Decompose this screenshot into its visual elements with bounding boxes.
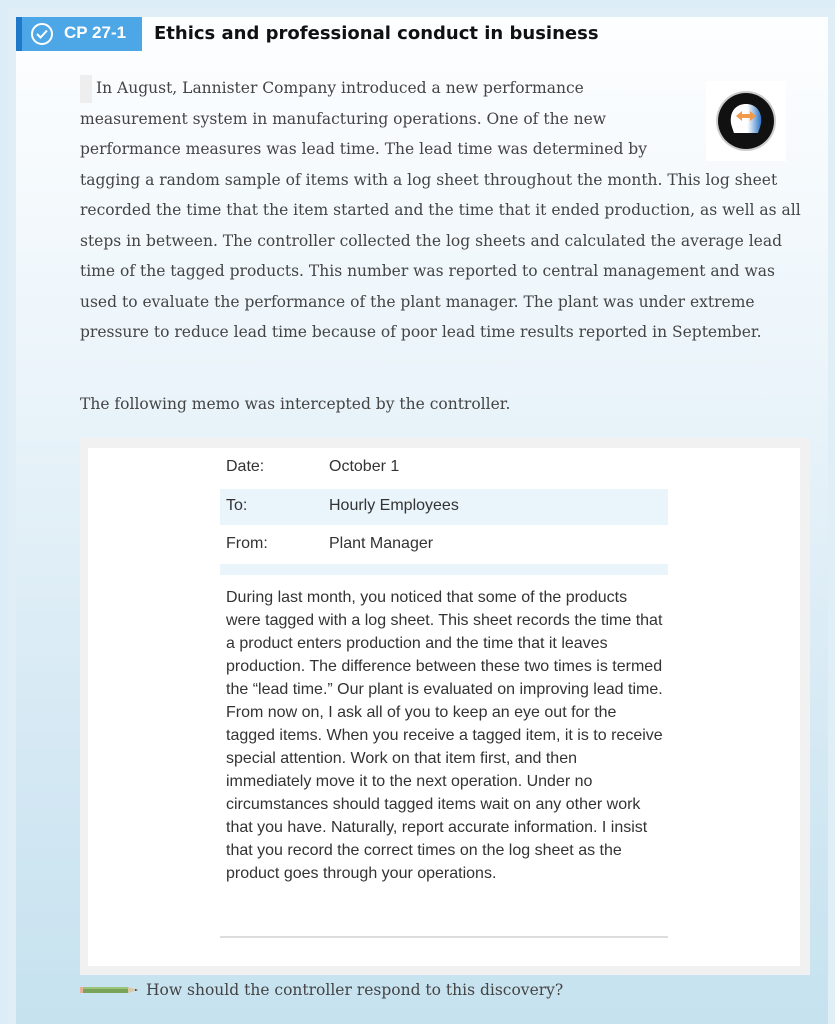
- problem-title: Ethics and professional conduct in business: [154, 23, 599, 44]
- memo-label: To:: [226, 497, 248, 514]
- memo-label: Date:: [226, 458, 265, 475]
- memo-body: During last month, you noticed that some of the products were tagged with a log sheet. This sheet records the time that a product enters production and the time that it leaves production. The difference between these two times is termed the “lead time.” Our plant is evaluated on improving lead time. From now on, I ask all of you to keep an eye out for the tagged items. When you receive a tagged item, it is to receive special attention. Work on that item first, and then immediately move it to the next operation. Under no circumstances should tagged items wait on any other work that you have. Naturally, report accurate information. I insist that you record the correct times on the log sheet as the product goes through your operations.: [226, 589, 663, 882]
- intro-text: [80, 73, 812, 348]
- memo-label: From:: [226, 535, 268, 552]
- problem-code: CP 27-1: [64, 23, 127, 42]
- memo-row-date: [220, 450, 668, 484]
- memo-bottom-rule: [220, 936, 668, 938]
- check-circle-icon: [30, 22, 54, 46]
- memo-content: [88, 448, 800, 966]
- indent-marker: [80, 75, 92, 103]
- question: [80, 981, 563, 999]
- problem-badge: [16, 17, 142, 51]
- memo-prompt: The following memo was intercepted by the controller.: [80, 395, 511, 413]
- memo-value: Plant Manager: [329, 535, 434, 552]
- memo-box: [80, 438, 810, 975]
- badge-marker: [16, 17, 22, 51]
- memo-value: October 1: [329, 458, 400, 475]
- problem-panel: [16, 17, 828, 1024]
- ethics-icon: [706, 81, 786, 161]
- memo-row-from: [220, 527, 668, 561]
- question-text: How should the controller respond to this discovery?: [146, 981, 564, 999]
- intro-paragraph: In August, Lannister Company introduced a new performance measurement system in manufacturing operations. One of the new performance measures was lead time. The lead time was determined by tagging a random sample of items with a log sheet throughout the month. This log sheet recorded the time that the item started and the time that it ended production, as well as all steps in between. The controller collected the log sheets and calculated the average lead time of the tagged products. This number was reported to central management and was used to evaluate the performance of the plant manager. The plant was under extreme pressure to reduce lead time because of poor lead time results reported in September.: [80, 79, 801, 341]
- memo-divider-bar: [220, 564, 668, 575]
- memo-value: Hourly Employees: [329, 497, 459, 514]
- memo-row-to: [220, 489, 668, 525]
- pencil-icon: [80, 985, 140, 995]
